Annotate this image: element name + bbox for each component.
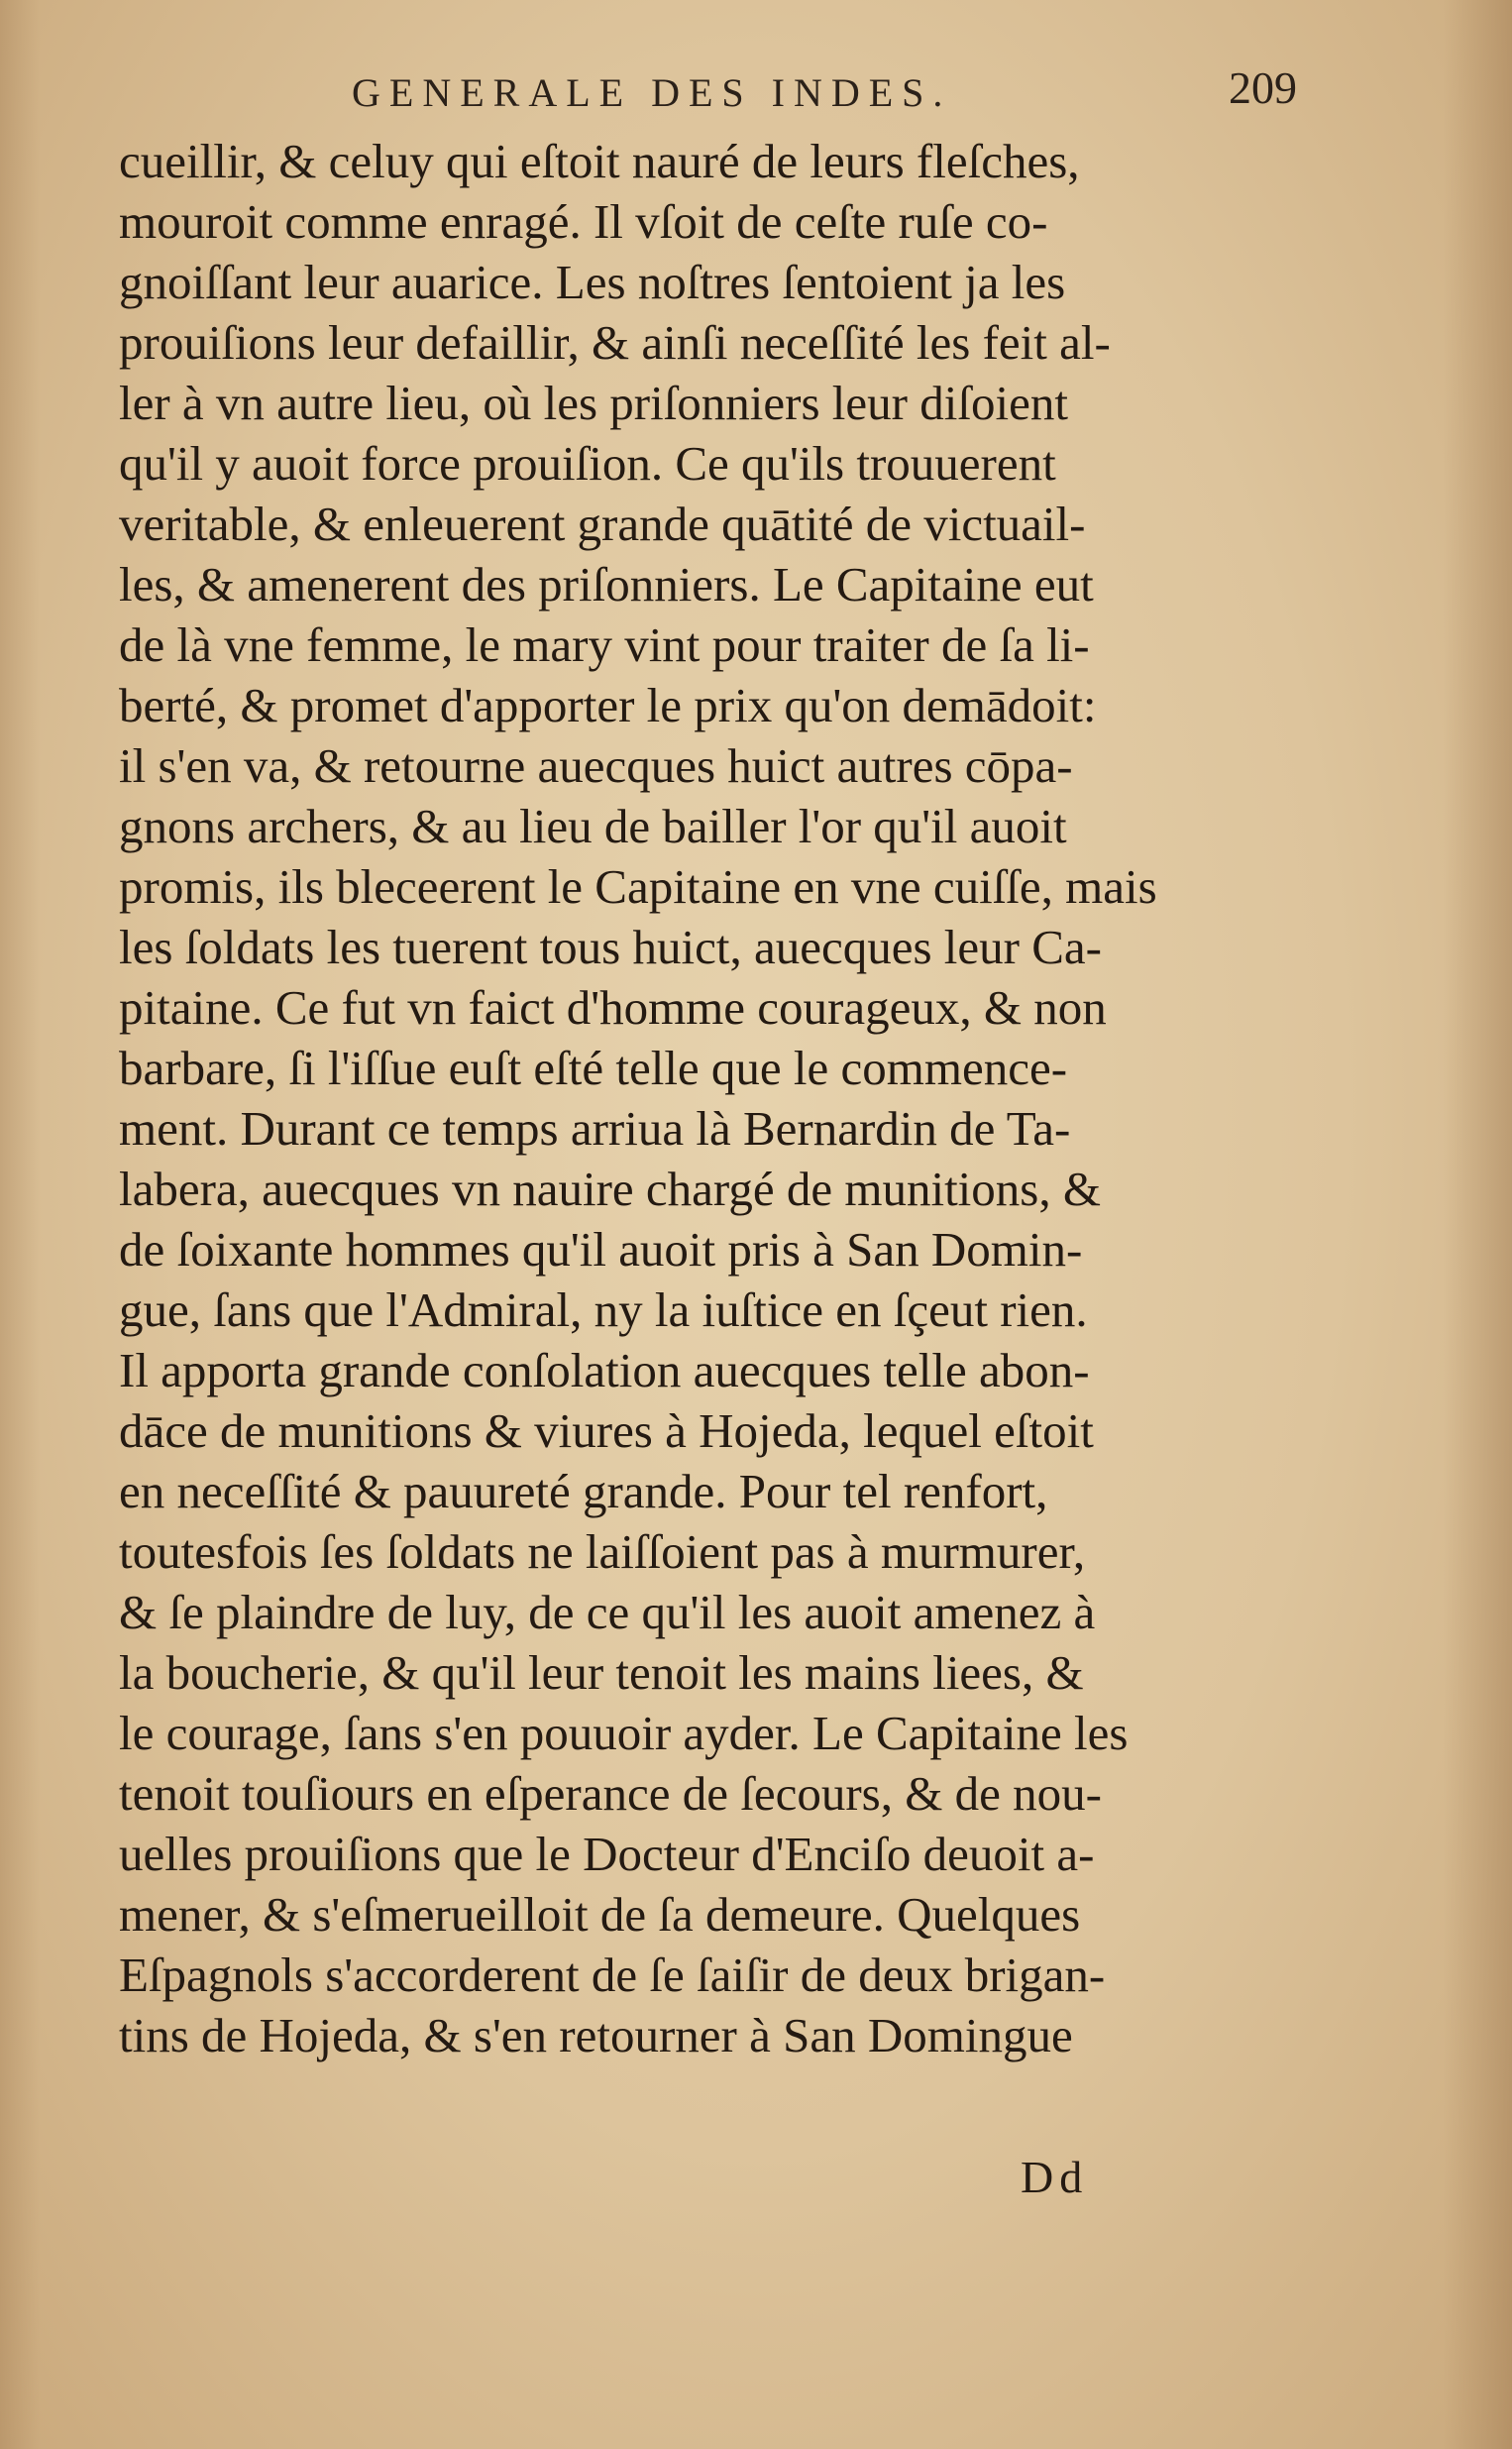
- signature-mark: Dd: [1021, 2152, 1089, 2202]
- text-line: les, & amenerent des priſonniers. Le Capitaine eut: [119, 557, 1094, 612]
- text-line: toutesfois ſes ſoldats ne laiſſoient pas à murmurer,: [119, 1524, 1086, 1579]
- text-line: cueillir, & celuy qui eſtoit nauré de leurs fleſches,: [119, 134, 1080, 188]
- text-line: labera, auecques vn nauire chargé de munitions, &: [119, 1162, 1101, 1216]
- text-line: barbare, ſi l'iſſue euſt eſté telle que le commence-: [119, 1041, 1068, 1095]
- text-line: de là vne femme, le mary vint pour traiter de ſa li-: [119, 617, 1090, 672]
- text-line: en neceſſité & pauureté grande. Pour tel renfort,: [119, 1464, 1048, 1518]
- text-line: la boucherie, & qu'il leur tenoit les mains liees, &: [119, 1645, 1084, 1700]
- text-line: tins de Hojeda, & s'en retourner à San Domingue: [119, 2008, 1073, 2062]
- text-line: veritable, & enleuerent grande quātité de victuail-: [119, 497, 1086, 551]
- text-line: de ſoixante hommes qu'il auoit pris à San Domin-: [119, 1222, 1083, 1277]
- text-line: le courage, ſans s'en pouuoir ayder. Le Capitaine les: [119, 1706, 1129, 1760]
- text-line: qu'il y auoit force prouiſion. Ce qu'ils trouuerent: [119, 436, 1056, 491]
- text-line: promis, ils bleceerent le Capitaine en vne cuiſſe, mais: [119, 859, 1157, 914]
- page-number: 209: [1229, 62, 1297, 113]
- text-line: mouroit comme enragé. Il vſoit de ceſte ruſe co-: [119, 194, 1048, 249]
- body-text: [119, 131, 1348, 2065]
- text-line: gue, ſans que l'Admiral, ny la iuſtice en ſçeut rien.: [119, 1282, 1088, 1337]
- text-line: berté, & promet d'apporter le prix qu'on demādoit:: [119, 678, 1097, 732]
- text-line: ler à vn autre lieu, où les priſonniers leur diſoient: [119, 376, 1068, 430]
- running-head: GENERALE DES INDES.: [352, 70, 952, 115]
- text-line: dāce de munitions & viures à Hojeda, lequel eſtoit: [119, 1403, 1094, 1458]
- text-line: prouiſions leur defaillir, & ainſi neceſſité les feit al-: [119, 315, 1111, 370]
- text-line: gnoiſſant leur auarice. Les noſtres ſentoient ja les: [119, 255, 1066, 309]
- text-line: pitaine. Ce fut vn faict d'homme courageux, & non: [119, 980, 1107, 1035]
- text-line: tenoit touſiours en eſperance de ſecours, & de nou-: [119, 1766, 1102, 1821]
- text-line: ment. Durant ce temps arriua là Bernardin de Ta-: [119, 1101, 1071, 1156]
- text-line: & ſe plaindre de luy, de ce qu'il les auoit amenez à: [119, 1585, 1096, 1639]
- text-line: les ſoldats les tuerent tous huict, auecques leur Ca-: [119, 920, 1102, 974]
- text-line: il s'en va, & retourne auecques huict autres cōpa-: [119, 738, 1073, 793]
- text-line: mener, & s'eſmerueilloit de ſa demeure. Quelques: [119, 1887, 1081, 1942]
- text-line: uelles prouiſions que le Docteur d'Enciſo deuoit a-: [119, 1827, 1095, 1881]
- text-line: Il apporta grande conſolation auecques telle abon-: [119, 1343, 1090, 1397]
- text-line: gnons archers, & au lieu de bailler l'or qu'il auoit: [119, 799, 1067, 853]
- text-line: Eſpagnols s'accorderent de ſe ſaiſir de deux brigan-: [119, 1948, 1106, 2002]
